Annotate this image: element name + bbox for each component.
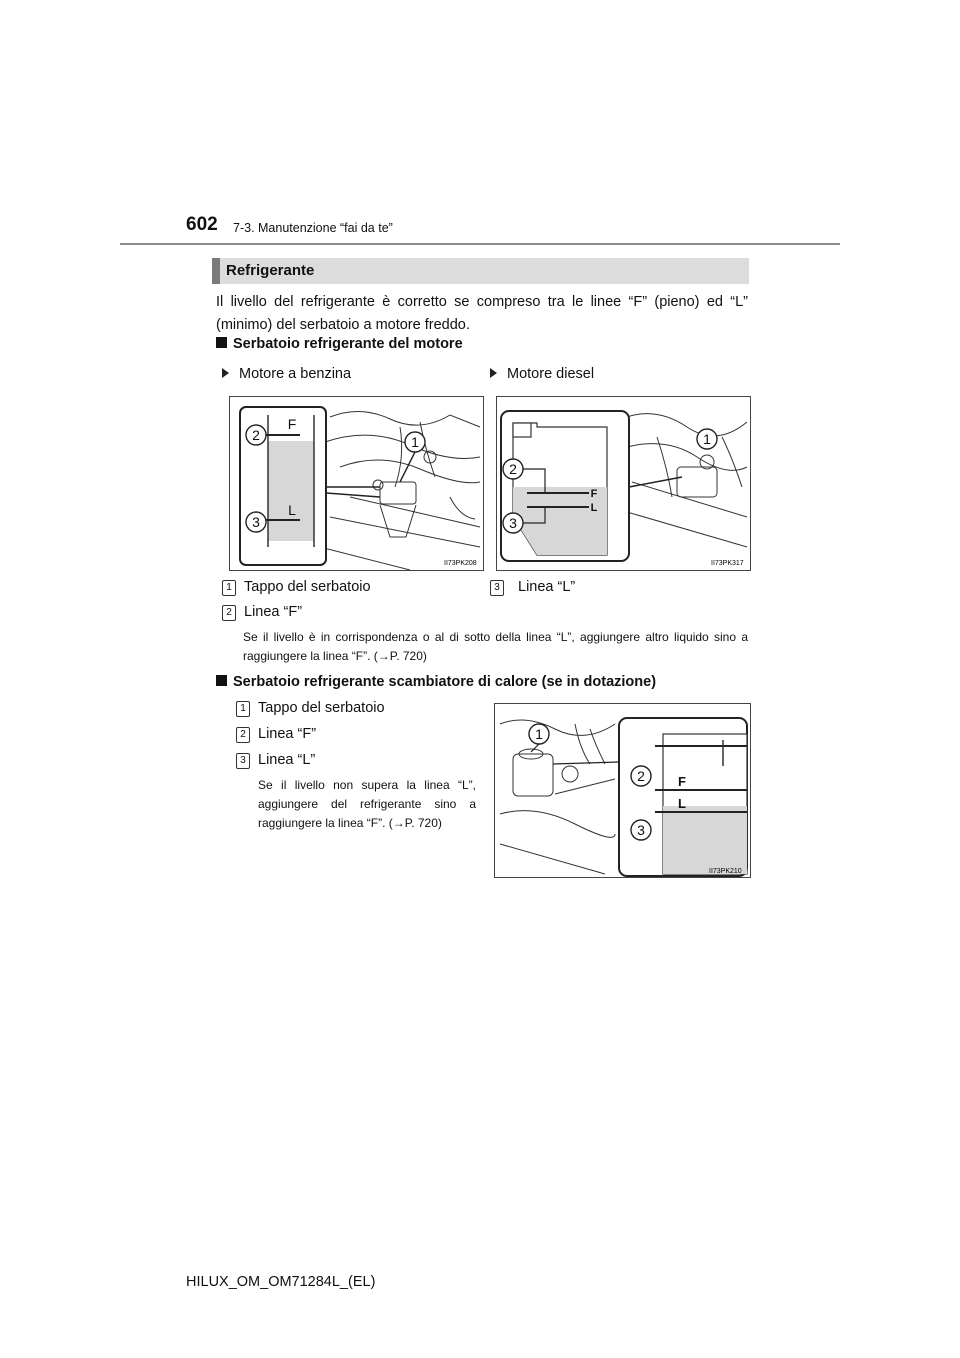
legend-text: Linea “L” bbox=[258, 752, 316, 768]
number-badge: 3 bbox=[236, 753, 250, 769]
legend-text: Tappo del serbatoio bbox=[258, 700, 385, 716]
callout-3: 3 bbox=[637, 822, 645, 838]
legend-text: Linea “L” bbox=[518, 579, 576, 595]
section-title-bar bbox=[212, 258, 749, 284]
legend-item-3 bbox=[490, 579, 575, 595]
callout-3: 3 bbox=[509, 515, 517, 531]
mark-f: F bbox=[287, 416, 297, 432]
mark-l: L bbox=[590, 502, 598, 514]
callout-1: 1 bbox=[703, 431, 711, 447]
heat-exchanger-heading bbox=[216, 674, 656, 690]
hx-legend-item-3 bbox=[236, 752, 315, 768]
hx-legend-item-2 bbox=[236, 726, 316, 742]
mark-f: F bbox=[678, 774, 686, 789]
heat-exchanger-note: Se il livello non supera la linea “L”, aggiungere del refrigerante sino a raggiungere la linea “F”. (→P. 720) bbox=[258, 778, 476, 830]
mark-l: L bbox=[288, 502, 296, 518]
heat-exchanger-heading-text: Serbatoio refrigerante scambiatore di calore (se in dotazione) bbox=[233, 674, 657, 690]
section-accent bbox=[212, 258, 220, 284]
callout-2: 2 bbox=[252, 427, 260, 443]
figure-id: II73PK210 bbox=[709, 868, 742, 875]
callout-1: 1 bbox=[411, 434, 419, 450]
number-badge: 3 bbox=[490, 580, 504, 596]
hx-legend-item-1 bbox=[236, 700, 385, 716]
figure-id: II73PK208 bbox=[444, 560, 477, 567]
number-badge: 1 bbox=[222, 580, 236, 596]
figure-id: II73PK317 bbox=[711, 560, 744, 567]
diesel-label bbox=[490, 366, 594, 382]
heat-exchanger-figure bbox=[494, 703, 751, 878]
legend-text: Tappo del serbatoio bbox=[244, 579, 371, 595]
footer-doc-code: HILUX_OM_OM71284L_(EL) bbox=[186, 1274, 376, 1290]
page-number: 602 bbox=[186, 214, 218, 235]
petrol-engine-figure bbox=[229, 396, 484, 571]
triangle-bullet-icon bbox=[490, 368, 497, 378]
engine-tank-heading-text: Serbatoio refrigerante del motore bbox=[233, 336, 463, 352]
legend-item-1 bbox=[222, 579, 371, 595]
callout-2: 2 bbox=[637, 768, 645, 784]
callout-2: 2 bbox=[509, 461, 517, 477]
diesel-label-text: Motore diesel bbox=[507, 366, 595, 382]
intro-paragraph: Il livello del refrigerante è corretto se compreso tra le linee “F” (pieno) ed “L” (minimo) del serbatoio a motore freddo. bbox=[216, 294, 748, 333]
header-divider bbox=[120, 243, 840, 245]
chapter-title: 7-3. Manutenzione “fai da te” bbox=[233, 221, 393, 235]
triangle-bullet-icon bbox=[222, 368, 229, 378]
legend-item-2 bbox=[222, 604, 302, 620]
heat-exchanger-illustration bbox=[495, 704, 750, 877]
petrol-engine-illustration bbox=[230, 397, 483, 570]
diesel-engine-figure bbox=[496, 396, 751, 571]
number-badge: 1 bbox=[236, 701, 250, 717]
mark-l: L bbox=[678, 796, 686, 811]
callout-1: 1 bbox=[535, 726, 543, 742]
section-title: Refrigerante bbox=[226, 262, 315, 279]
petrol-label-text: Motore a benzina bbox=[239, 366, 352, 382]
callout-3: 3 bbox=[252, 514, 260, 530]
number-badge: 2 bbox=[222, 605, 236, 621]
number-badge: 2 bbox=[236, 727, 250, 743]
mark-f: F bbox=[590, 488, 598, 500]
diesel-engine-illustration bbox=[497, 397, 750, 570]
square-bullet-icon bbox=[216, 675, 227, 686]
engine-tank-heading bbox=[216, 336, 463, 352]
engine-tank-note: Se il livello è in corrispondenza o al di sotto della linea “L”, aggiungere altro liquido sino a raggiungere la linea “F”. (→P. 720) bbox=[243, 630, 748, 663]
petrol-label bbox=[222, 366, 351, 382]
legend-text: Linea “F” bbox=[258, 726, 317, 742]
square-bullet-icon bbox=[216, 337, 227, 348]
legend-text: Linea “F” bbox=[244, 604, 303, 620]
